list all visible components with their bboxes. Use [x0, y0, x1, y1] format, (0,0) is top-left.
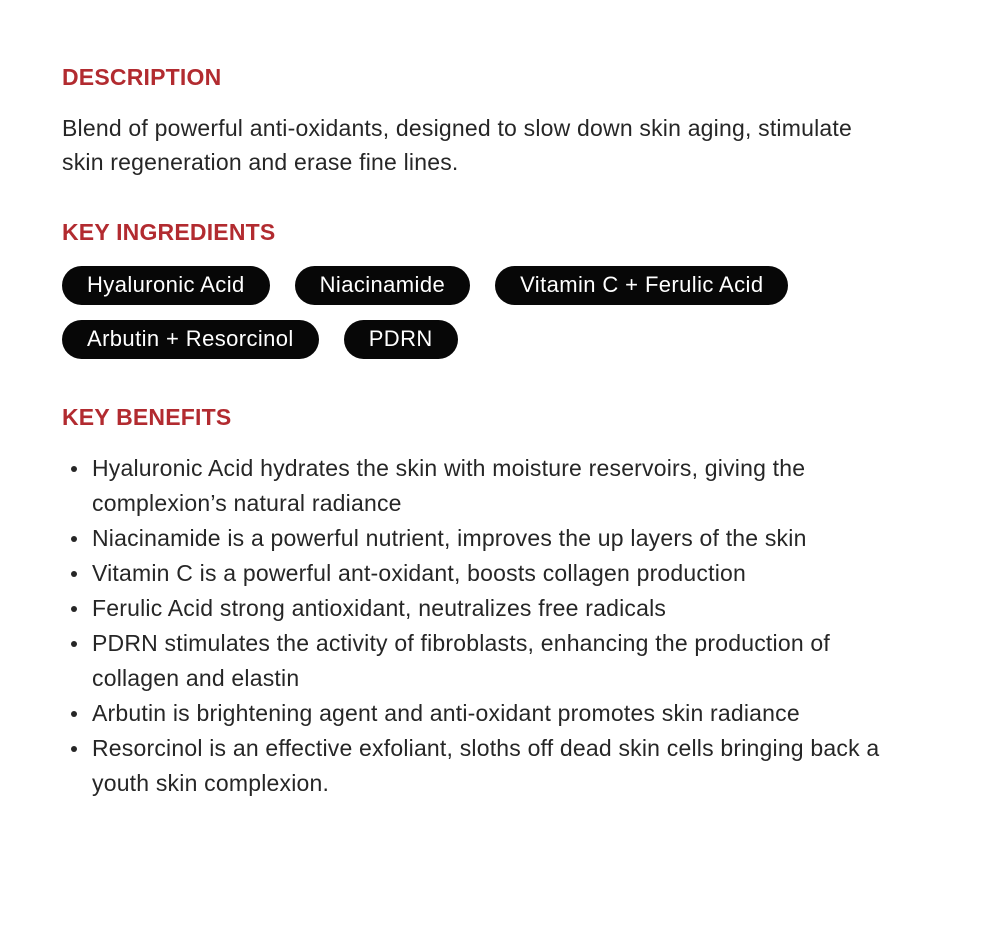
description-text: Blend of powerful anti-oxidants, designed to slow down skin aging, stimulate skin regeneration and erase fine lines. [62, 115, 852, 175]
benefit-item-hyaluronic-acid: Hyaluronic Acid hydrates the skin with moisture reservoirs, giving the complexion’s natural radiance [62, 451, 907, 521]
ingredient-pill-hyaluronic-acid: Hyaluronic Acid [62, 266, 270, 305]
ingredient-pill-arbutin-resorcinol: Arbutin + Resorcinol [62, 320, 319, 359]
key-benefits-heading: KEY BENEFITS [62, 404, 232, 430]
ingredient-pill-niacinamide: Niacinamide [295, 266, 470, 305]
ingredient-pill-group [62, 266, 892, 359]
description-heading: DESCRIPTION [62, 64, 222, 90]
benefit-item-pdrn: PDRN stimulates the activity of fibroblasts, enhancing the production of collagen and elastin [62, 626, 907, 696]
key-ingredients-heading: KEY INGREDIENTS [62, 219, 276, 245]
benefit-item-arbutin: Arbutin is brightening agent and anti-oxidant promotes skin radiance [62, 696, 907, 731]
ingredient-pill-vitamin-c-ferulic-acid: Vitamin C + Ferulic Acid [495, 266, 788, 305]
benefit-item-resorcinol: Resorcinol is an effective exfoliant, sloths off dead skin cells bringing back a youth skin complexion. [62, 731, 907, 801]
benefit-item-niacinamide: Niacinamide is a powerful nutrient, improves the up layers of the skin [62, 521, 907, 556]
ingredient-pill-pdrn: PDRN [344, 320, 458, 359]
benefits-list [62, 451, 907, 801]
benefit-item-vitamin-c: Vitamin C is a powerful ant-oxidant, boosts collagen production [62, 556, 907, 591]
benefit-item-ferulic-acid: Ferulic Acid strong antioxidant, neutralizes free radicals [62, 591, 907, 626]
